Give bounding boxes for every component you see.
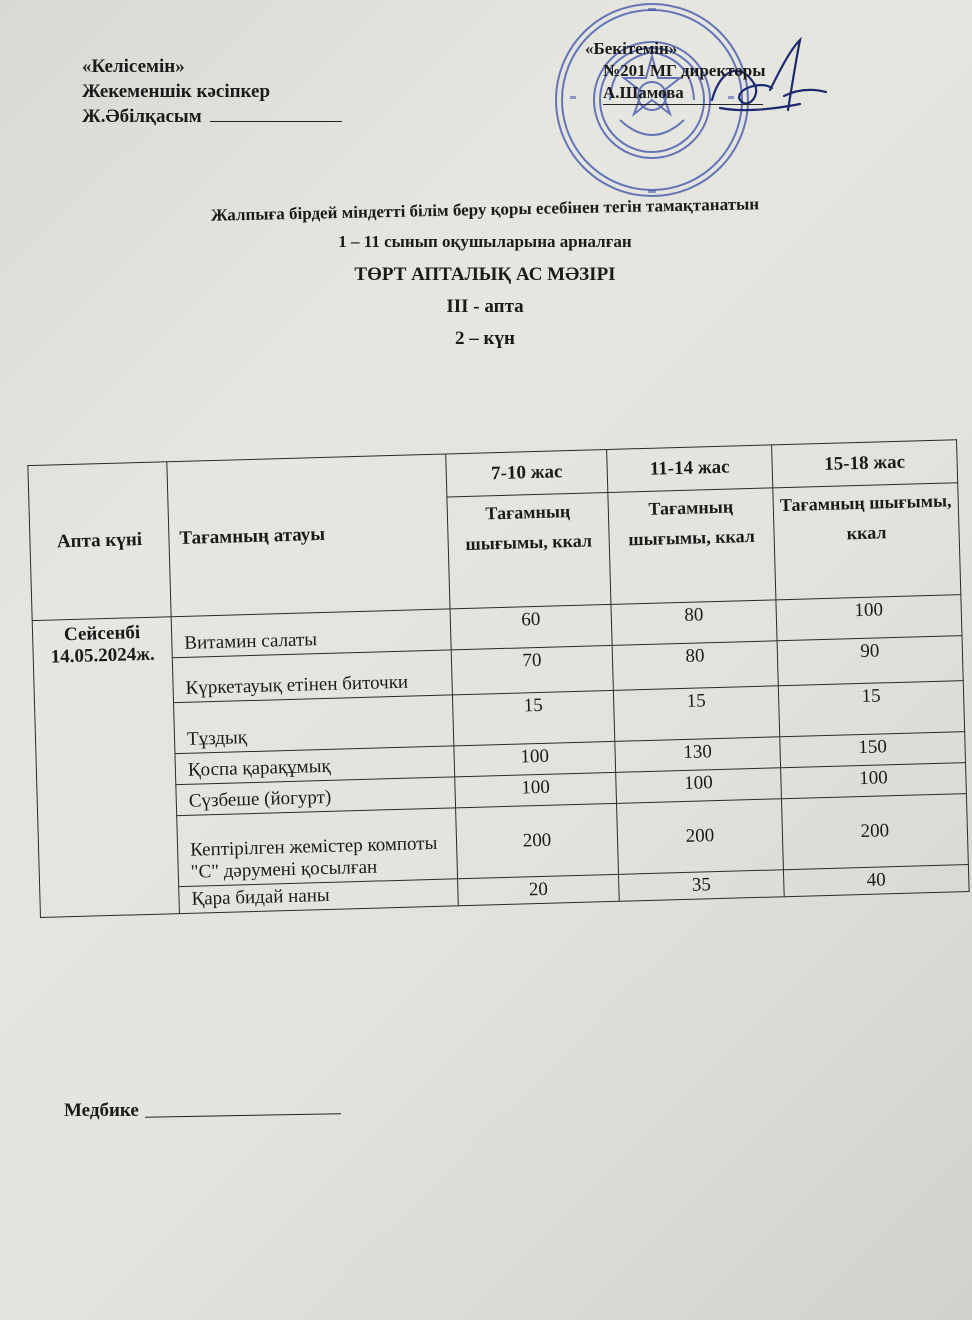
heading-line-2: 1 – 11 сынып оқушыларына арналған (338, 232, 632, 251)
approval-block (585, 38, 766, 105)
header-day: Апта күні (28, 462, 171, 621)
dish-name: Сүзбеше (йогурт) (176, 777, 456, 816)
header-yield-11-14: Тағамның шығымы, ккал (608, 488, 776, 605)
signature-line (210, 107, 342, 122)
header-age-7-10: 7-10 жас (446, 449, 608, 496)
value-7-10: 15 (452, 690, 614, 745)
menu-table (27, 439, 969, 918)
agreement-name: Ж.Әбілқасым (82, 106, 202, 127)
value-15-18: 40 (783, 865, 969, 897)
approval-name: А.Шамова (603, 82, 763, 105)
dish-name: Қоспа қарақұмық (175, 746, 455, 785)
value-11-14: 200 (617, 799, 784, 875)
dish-name: Күркетауық етінен биточки (172, 650, 452, 703)
dish-name: Витамин салаты (171, 609, 451, 658)
value-11-14: 100 (616, 768, 782, 804)
nurse-label: Медбике (64, 1100, 139, 1121)
heading-day: 2 – күн (455, 328, 515, 349)
header-age-15-18: 15-18 жас (772, 440, 958, 488)
heading-week: ІІІ - апта (446, 296, 524, 317)
dish-name: Тұздық (174, 695, 454, 754)
value-15-18: 100 (776, 595, 962, 641)
value-11-14: 80 (611, 600, 777, 646)
header-age-11-14: 11-14 жас (607, 445, 773, 493)
nurse-signature-block (64, 1100, 341, 1122)
heading-title: ТӨРТ АПТАЛЫҚ АС МӘЗІРІ (354, 264, 616, 285)
value-15-18: 100 (781, 763, 967, 799)
value-15-18: 200 (781, 794, 968, 870)
agreement-role: Жекеменшік кәсіпкер (82, 81, 271, 102)
value-11-14: 80 (612, 641, 778, 691)
agreement-title: «Келісемін» (82, 56, 185, 77)
value-7-10: 20 (458, 874, 620, 905)
value-11-14: 15 (613, 686, 779, 742)
value-15-18: 15 (778, 681, 964, 737)
header-dish: Тағамның атауы (167, 454, 450, 617)
header-yield-15-18: Тағамның шығымы, ккал (773, 483, 961, 600)
heading-line-1: Жалпыға бірдей міндетті білім беру қоры есебінен тегін тамақтанатын (210, 194, 760, 225)
value-15-18: 150 (780, 732, 966, 768)
approval-role: №201 МГ директоры (603, 61, 766, 80)
value-7-10: 60 (450, 604, 612, 649)
value-11-14: 35 (619, 870, 785, 902)
dish-name: Кептірілген жемістер компоты "С" дәрумені қосылған (177, 808, 458, 887)
value-7-10: 70 (451, 645, 613, 694)
agreement-signer (82, 104, 342, 129)
value-7-10: 200 (456, 803, 619, 878)
day-name: Сейсенбі (63, 622, 141, 646)
value-15-18: 90 (777, 636, 963, 686)
approval-title: «Бекітемін» (585, 39, 678, 58)
approval-signer (585, 82, 766, 105)
header-yield-7-10: Тағамның шығымы, ккал (447, 492, 611, 608)
signature-line (145, 1105, 341, 1117)
value-11-14: 130 (615, 737, 781, 773)
day-date: 14.05.2024ж. (50, 643, 155, 668)
value-7-10: 100 (455, 772, 617, 807)
value-7-10: 100 (454, 741, 616, 776)
dish-name: Қара бидай наны (179, 879, 459, 914)
agreement-block (82, 54, 342, 129)
menu-table-wrapper (27, 439, 969, 918)
day-cell (32, 617, 179, 918)
